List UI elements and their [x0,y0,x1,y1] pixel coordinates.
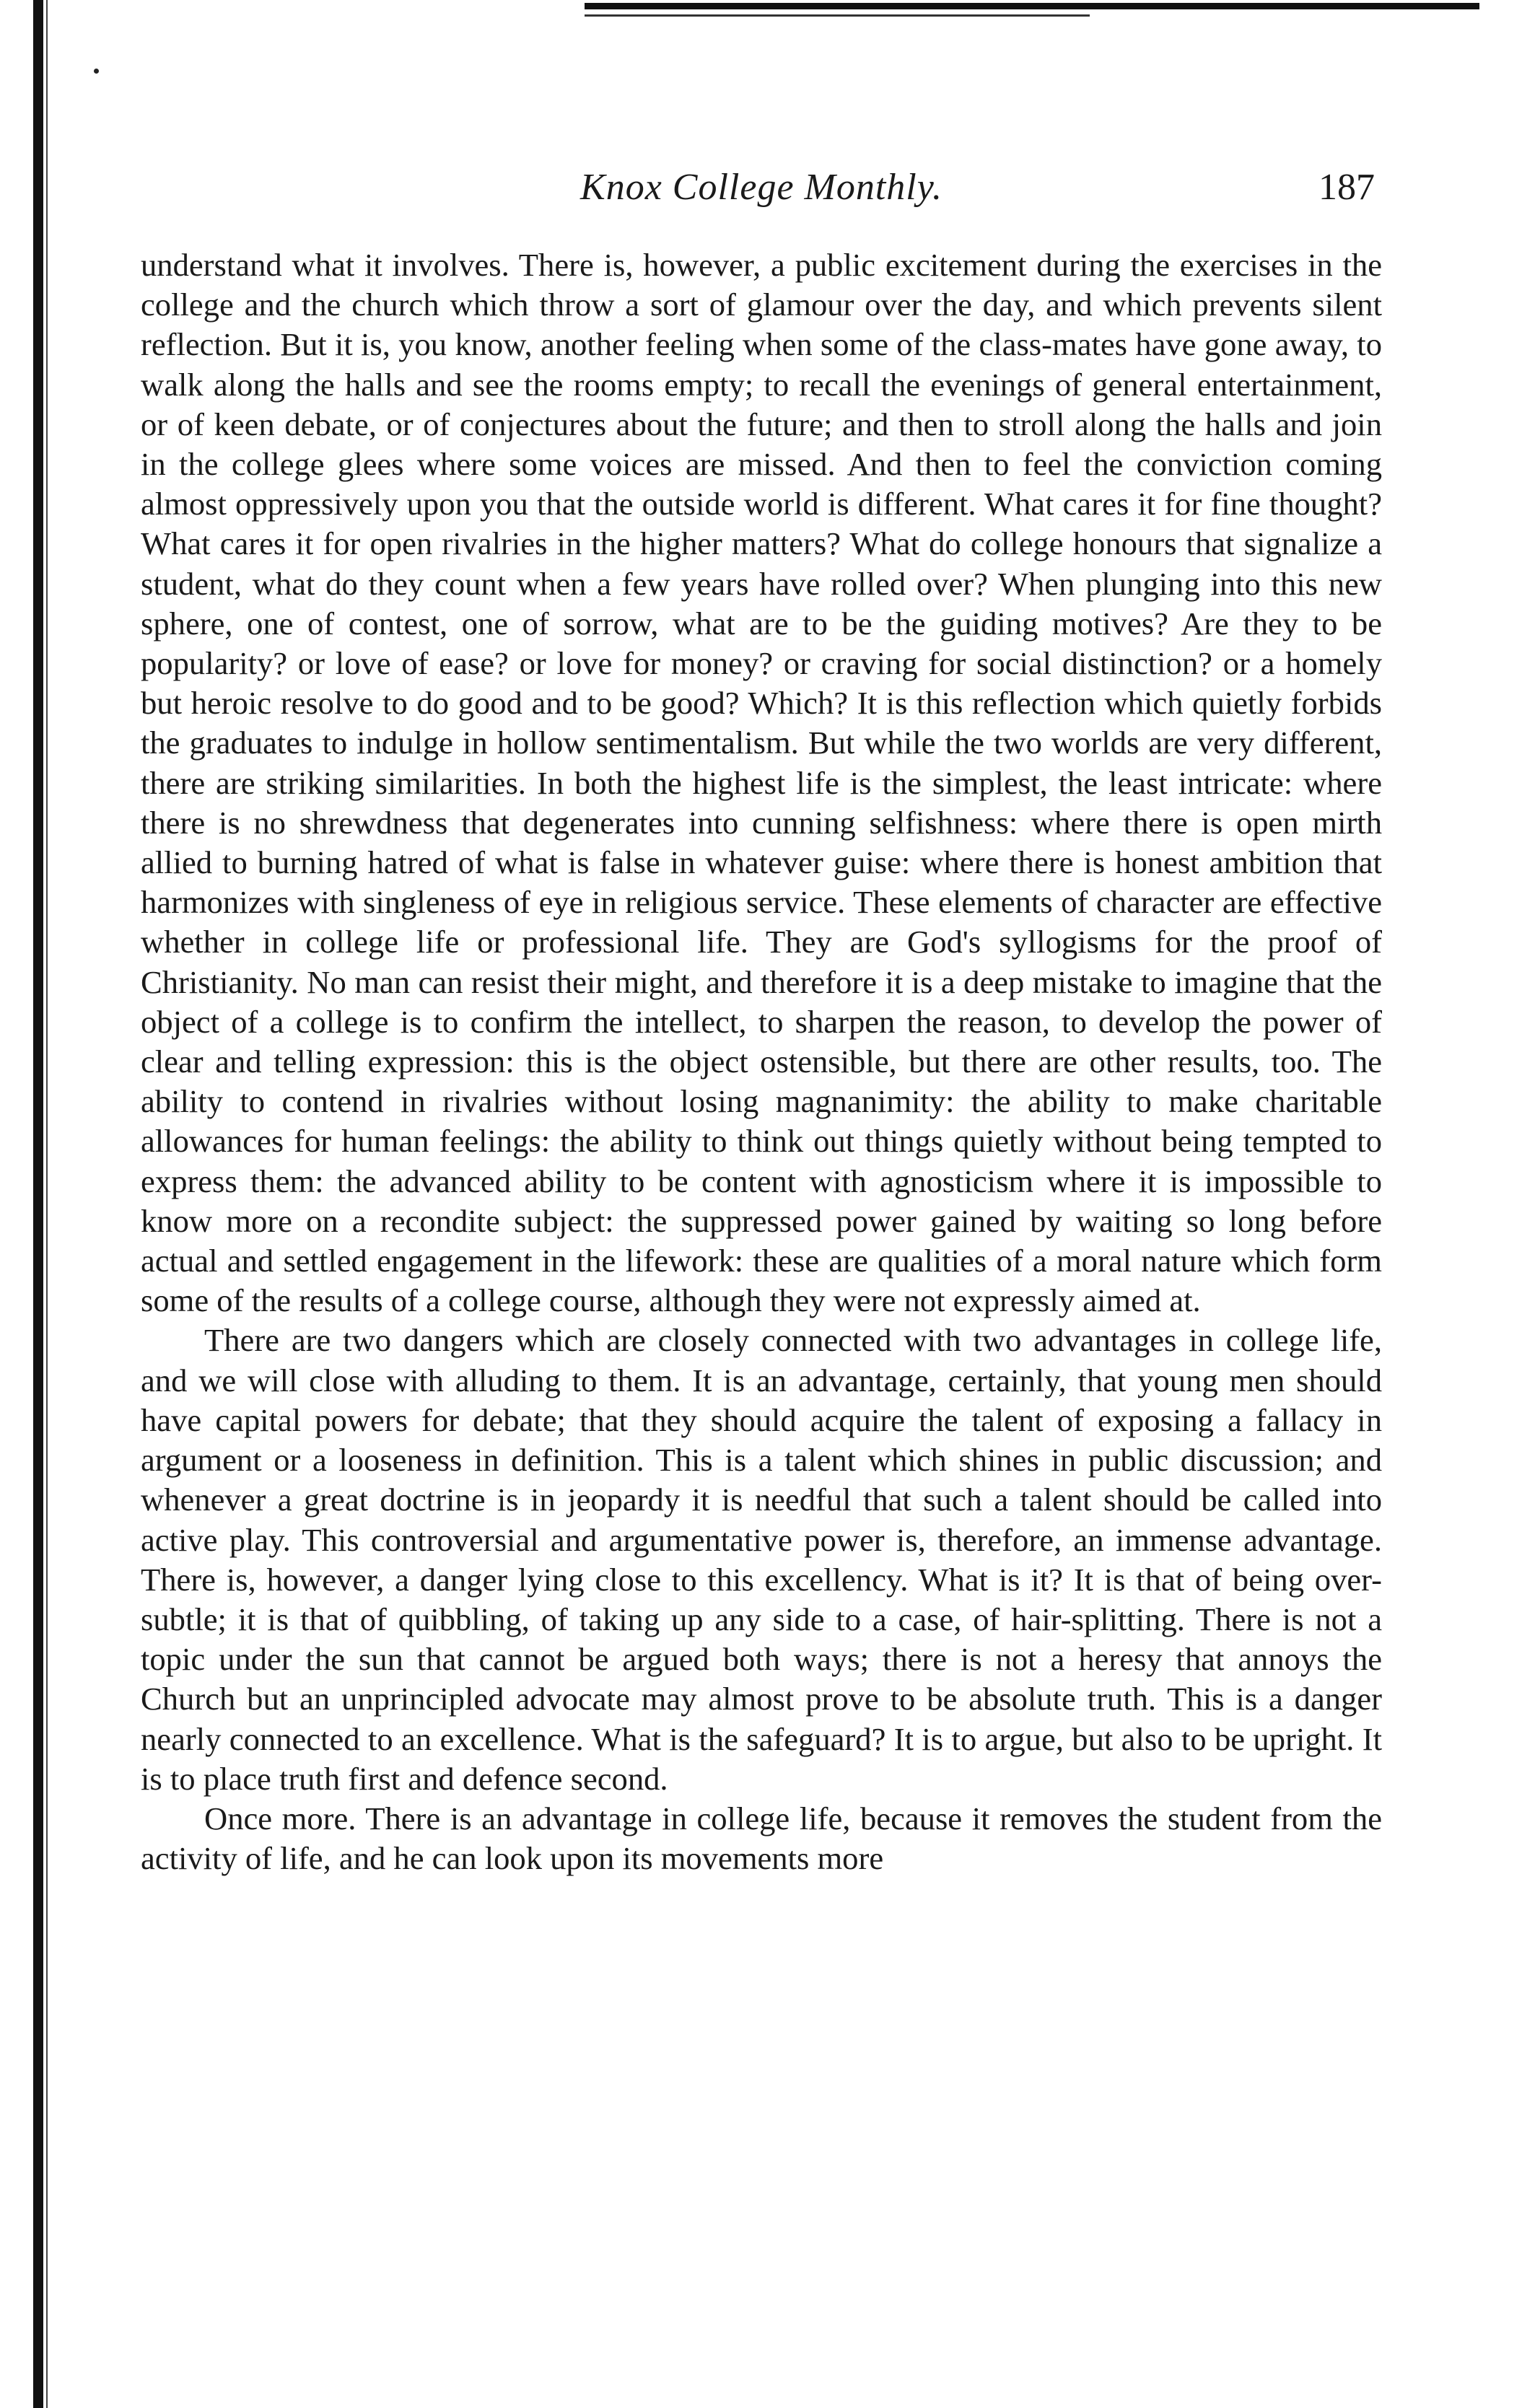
binding-edge-line [46,0,48,2408]
article-body [141,245,1382,1878]
top-border-rule-thin [585,14,1090,17]
running-title: Knox College Monthly. [580,167,942,208]
top-border-rule [585,3,1479,9]
binding-edge-bar [33,0,43,2408]
page-header [141,162,1382,220]
scan-speck [94,69,99,74]
paragraph-two-dangers: There are two dangers which are closely connected with two advantages in college life, and we will close with alluding to them. It is an advantage, certainly, that young men should have capital powers for debate; that they should acquire the talent of exposing a fallacy in argument or a looseness in definition. This is a talent which shines in public discussion; and whenever a great doctrine is in jeopardy it is needful that such a talent should be called into active play. This controversial and argumentative power is, therefore, an immense advantage. There is, however, a danger lying close to this excellency. What is it? It is that of being over-subtle; it is that of quibbling, of taking up any side to a case, of hair-splitting. There is not a topic under the sun that cannot be argued both ways; there is not a heresy that annoys the Church but an unprincipled advocate may almost prove to be absolute truth. This is a danger nearly connected to an excellence. What is the safeguard? It is to argue, but also to be upright. It is to place truth first and defence second. [141,1322,1382,1797]
paragraph-once-more: Once more. There is an advantage in college life, because it removes the student from the activity of life, and he can look upon its movements more [141,1800,1382,1877]
paragraph-continued: understand what it involves. There is, however, a public excitement during the exercises in the college and the church which throw a sort of glamour over the day, and which prevents silent reflection. But it is, you know, another feeling when some of the class-mates have gone away, to walk along the halls and see the rooms empty; to recall the evenings of general entertainment, or of keen debate, or of conjectures about the future; and then to stroll along the halls and join in the college glees where some voices are missed. And then to feel the conviction coming almost oppressively upon you that the outside world is different. What cares it for fine thought? What cares it for open rivalries in the higher matters? What do college honours that signalize a student, what do they count when a few years have rolled over? When plunging into this new sphere, one of contest, one of sorrow, what are to be the guiding motives? Are they to be popularity? or love of ease? or love for money? or craving for social distinction? or a homely but heroic resolve to do good and to be good? Which? It is this reflection which quietly forbids the graduates to indulge in hollow sentimentalism. But while the two worlds are very different, there are striking similarities. In both the highest life is the simplest, the least intricate: where there is no shrewdness that degenerates into cunning selfishness: where there is open mirth allied to burning hatred of what is false in whatever guise: where there is honest ambition that harmonizes with singleness of eye in religious service. These elements of character are effective whether in college life or professional life. They are God's syllogisms for the proof of Christianity. No man can resist their might, and therefore it is a deep mistake to imagine that the object of a college is to confirm the intellect, to sharpen the reason, to develop the power of clear and telling expression: this is the object ostensible, but there are other results, too. The ability to contend in rivalries without losing magnanimity: the ability to make charitable allowances for human feelings: the ability to think out things quietly without being tempted to express them: the advanced ability to be content with agnosticism where it is impossible to know more on a recondite subject: the suppressed power gained by waiting so long before actual and settled engagement in the lifework: these are qualities of a moral nature which form some of the results of a college course, although they were not expressly aimed at. [141,247,1382,1319]
page-number: 187 [1318,167,1375,208]
